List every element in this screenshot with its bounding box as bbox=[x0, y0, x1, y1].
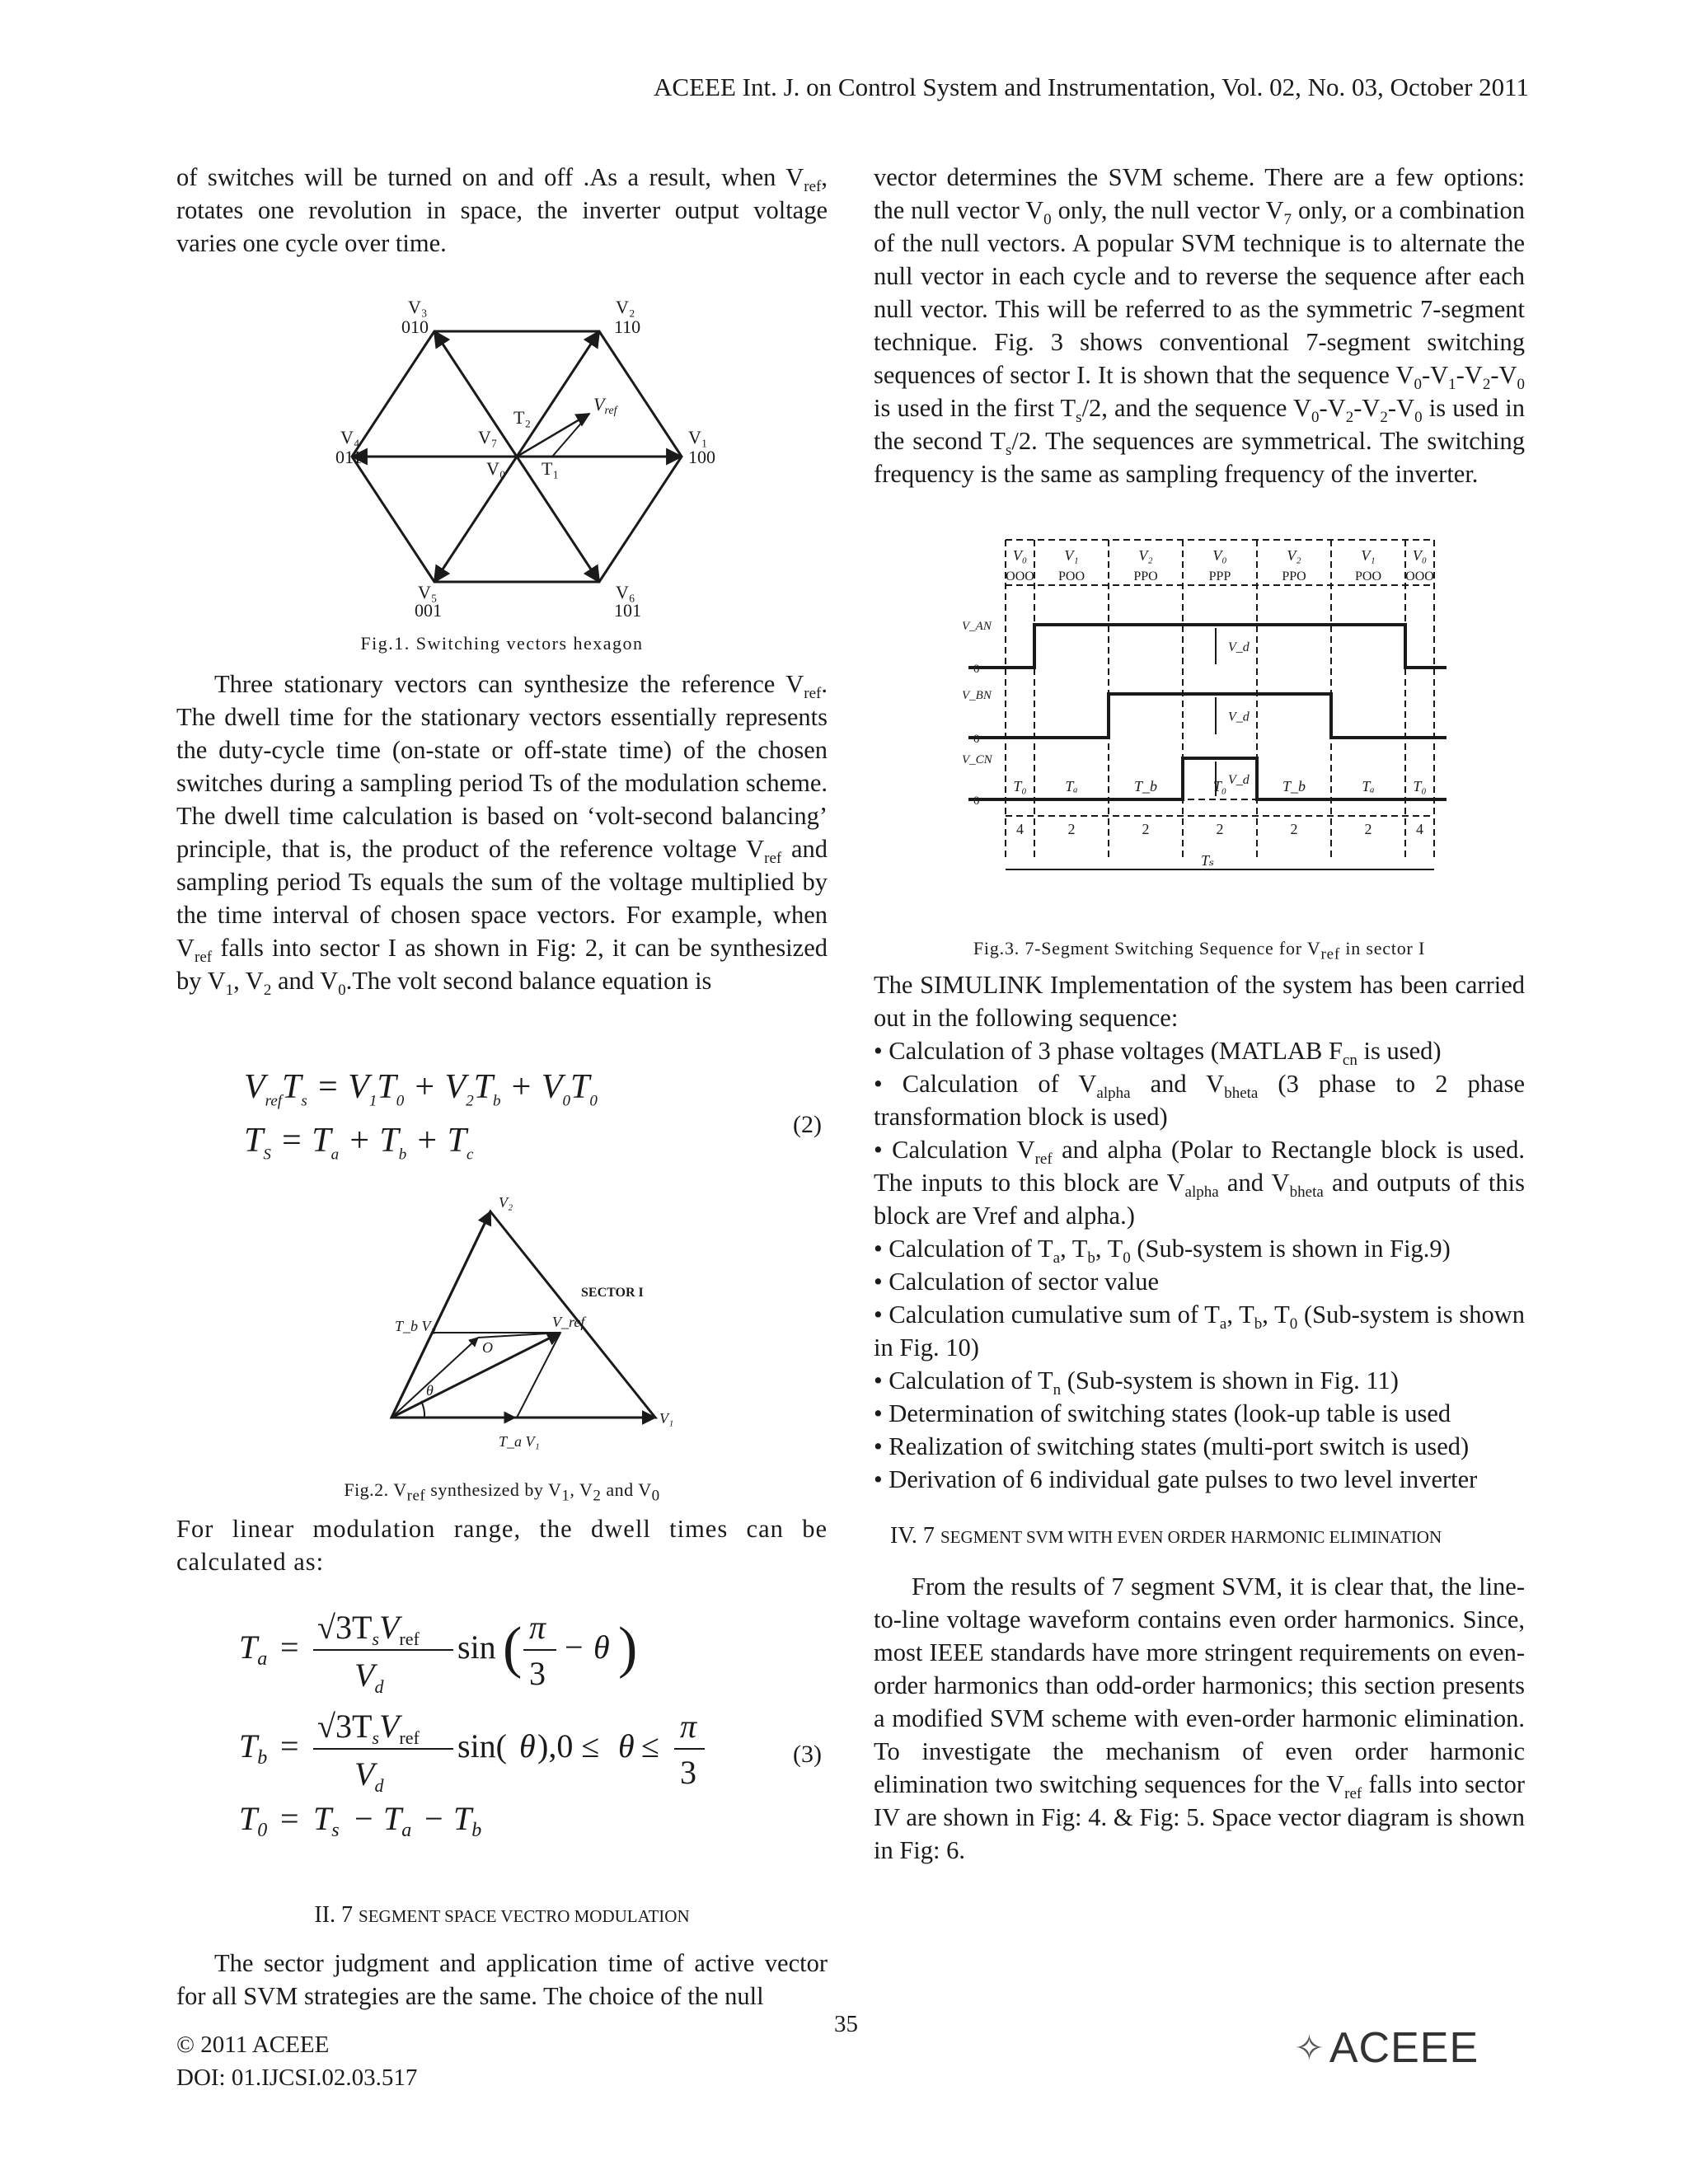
fig3-time-label: Tₐ bbox=[1065, 778, 1078, 794]
svg-text:θ: θ bbox=[593, 1629, 610, 1666]
svg-text:(: ( bbox=[503, 1616, 523, 1680]
fig3-caption: Fig.3. 7-Segment Switching Sequence for $V_{ref}$ in sector I bbox=[973, 938, 1426, 963]
bullet-item: • Calculation cumulative sum of $T_a$, $T_b$, $T_0$ (Sub-system is shown in Fig. 10) bbox=[874, 1301, 1525, 1361]
fig3-segment-label: V₀ bbox=[1012, 547, 1028, 564]
svg-text:−: − bbox=[565, 1629, 584, 1666]
fig3-phase-waveform bbox=[968, 694, 1447, 738]
fig3-vd-label: V_d bbox=[1228, 773, 1250, 787]
fig3-time-label: Tₐ bbox=[1362, 778, 1375, 794]
fig3-state-label: POO bbox=[1057, 569, 1085, 583]
equation-3-number: (3) bbox=[793, 1741, 822, 1768]
bullet-item: • Determination of switching states (look-up table is used bbox=[874, 1399, 1451, 1427]
bullet-item: • Realization of switching states (multi-port switch is used) bbox=[874, 1432, 1470, 1460]
svg-text:T_a V₁: T_a V₁ bbox=[499, 1433, 540, 1450]
fig3-zero-label: 0 bbox=[973, 733, 980, 746]
fig3-row-label: V_AN bbox=[962, 620, 992, 633]
fig3-phase-waveform bbox=[968, 758, 1447, 799]
footer-doi: DOI: 01.IJCSI.02.03.517 bbox=[176, 2064, 418, 2091]
svg-text:=: = bbox=[280, 1629, 299, 1666]
fig3-row-label: V_CN bbox=[962, 753, 992, 766]
fig3-divisor-label: 4 bbox=[1016, 821, 1024, 837]
svg-text:100: 100 bbox=[688, 447, 715, 467]
bullet-item: • Calculation $V_{ref}$ and alpha (Polar to Rectangle block is used. The inputs to this block are $V_{alpha}$ and $V_{bheta}$ and outputs of this block are Vref and alpha.) bbox=[874, 1136, 1526, 1230]
svg-text:sin: sin bbox=[457, 1629, 496, 1666]
svg-text:3: 3 bbox=[529, 1655, 546, 1692]
fig3-zero-label: 0 bbox=[973, 794, 980, 808]
svg-text:101: 101 bbox=[614, 600, 641, 618]
svg-text:Ta: $T_a$ bbox=[383, 1800, 412, 1841]
fig3-divisor-label: 2 bbox=[1290, 821, 1298, 837]
svg-text:011: 011 bbox=[335, 447, 363, 467]
fig3-state-label: PPO bbox=[1133, 569, 1158, 583]
fig3-state-label: POO bbox=[1354, 569, 1382, 583]
equation-2-number: (2) bbox=[793, 1111, 822, 1138]
fig2-caption: Fig.2. $V_{ref}$ synthesized by $V_1$, $V_2$ and $V_0$ bbox=[344, 1479, 660, 1505]
svg-text:Vd: $V_d$ bbox=[354, 1657, 384, 1697]
fig3-segment-label: V₂ bbox=[1138, 547, 1153, 564]
running-header: ACEEE Int. J. on Control System and Instrumentation, Vol. 02, No. 03, October 2011 bbox=[654, 73, 1529, 101]
fig3-time-label: T₀ bbox=[1413, 778, 1427, 794]
fig3-state-label: OOO bbox=[1405, 569, 1434, 583]
fig3-state-label: OOO bbox=[1006, 569, 1034, 583]
fig3-divisor-label: 2 bbox=[1364, 821, 1372, 837]
fig3-divisor-label: 2 bbox=[1142, 821, 1150, 837]
svg-text:V₄: V₄ bbox=[340, 427, 360, 448]
fig2-sector-triangle-diagram bbox=[383, 1191, 680, 1471]
svg-text:SECTOR I: SECTOR I bbox=[581, 1286, 644, 1300]
svg-text:O: O bbox=[482, 1339, 493, 1356]
svg-text:Ts: $T_s$ bbox=[313, 1800, 340, 1841]
svg-text:sin(: sin( bbox=[457, 1727, 507, 1765]
fig3-zero-label: 0 bbox=[973, 663, 980, 676]
fig3-state-label: PPO bbox=[1282, 569, 1306, 583]
svg-text:V₇: V₇ bbox=[478, 427, 498, 448]
fig3-vd-label: V_d bbox=[1228, 640, 1250, 654]
fig3-segment-label: V₀ bbox=[1412, 547, 1428, 564]
svg-text:√3TsVref: $√3T_sV_{ref}$ bbox=[317, 1609, 420, 1649]
svg-text:=: = bbox=[280, 1800, 299, 1837]
right-para-1: vector determines the SVM scheme. There are a few options: the null vector $V_0$ only, the null vector $V_7$ only, or a combination of the null vectors. A popular SVM technique is to alternate the null vector in each cycle and to reverse the sequence after each null vector. This will be referred to as the symmetric 7-segment technique. Fig. 3 shows conventional 7-segment switching sequences of sector I. It is shown that the sequence $V_0-V_1-V_2-V_0$ is used in the first $T_s/2$, and the sequence $V_0-V_2-V_2-V_0$ is used in the second $T_s/2$. The sequences are symmetrical. The switching frequency is the same as sampling frequency of the inverter. bbox=[874, 163, 1525, 488]
fig3-divisor-label: 2 bbox=[1216, 821, 1224, 837]
fig1-hexagon-diagram bbox=[326, 288, 721, 618]
svg-text:π: π bbox=[529, 1609, 546, 1646]
right-bullet-list bbox=[874, 1034, 1525, 1496]
section-heading-4: IV. 7 SEGMENT SVM WITH EVEN ORDER HARMONIC ELIMINATION bbox=[890, 1523, 1442, 1549]
svg-text:θ: θ bbox=[426, 1382, 434, 1399]
svg-text:√3TsVref: $√3T_sV_{ref}$ bbox=[317, 1708, 420, 1748]
svg-text:T_b V₂: T_b V₂ bbox=[395, 1318, 436, 1334]
footer-copyright: © 2011 ACEEE bbox=[176, 2032, 330, 2058]
bullet-item: • Calculation of $T_n$ (Sub-system is shown in Fig. 11) bbox=[874, 1366, 1399, 1399]
bullet-item: • Calculation of 3 phase voltages (MATLAB $F_{cn}$ is used) bbox=[874, 1037, 1442, 1070]
svg-text:Vd: $V_d$ bbox=[354, 1755, 384, 1796]
svg-text:V₆: V₆ bbox=[616, 582, 635, 602]
aceee-logo: ✧ ACEEE bbox=[1294, 2024, 1479, 2072]
fig3-phase-waveform bbox=[968, 625, 1447, 668]
section-heading-2: II. 7 SEGMENT SPACE VECTRO MODULATION bbox=[314, 1902, 690, 1928]
svg-text:001: 001 bbox=[415, 600, 442, 618]
fig3-segment-label: V₁ bbox=[1064, 547, 1079, 564]
bullet-item: • Calculation of $V_{alpha}$ and $V_{bheta}$ (3 phase to 2 phase transformation block is used) bbox=[874, 1070, 1525, 1131]
svg-text:3: 3 bbox=[680, 1754, 696, 1791]
svg-text:−: − bbox=[354, 1800, 373, 1837]
fig3-time-label: T₀ bbox=[1013, 778, 1027, 794]
svg-text:V₃: V₃ bbox=[408, 297, 428, 317]
fig3-time-label: T_b bbox=[1133, 778, 1158, 794]
svg-text:Ta: $T_a$ bbox=[239, 1629, 268, 1670]
left-para-1: of switches will be turned on and off .As a result, when $V_{ref}$, rotates one revolution in space, the inverter output voltage varies one cycle over time. bbox=[176, 163, 828, 257]
svg-text:Vref: Vref bbox=[593, 394, 617, 417]
page-number: 35 bbox=[834, 2011, 858, 2037]
fig3-segment-label: V₀ bbox=[1212, 547, 1227, 564]
bullet-item: • Derivation of 6 individual gate pulses to two level inverter bbox=[874, 1465, 1478, 1493]
equation-2-line-1: $V_{ref}T_s = V_1T_0 + V_2T_b + V_0T_0$ bbox=[244, 1068, 598, 1110]
svg-text:V₂: V₂ bbox=[616, 297, 635, 317]
svg-text:110: 110 bbox=[614, 316, 641, 337]
fig3-divisor-label: 2 bbox=[1067, 821, 1076, 837]
left-para-2: Three stationary vectors can synthesize the reference $V_{ref}$. The dwell time for the stationary vectors essentially represents the duty-cycle time (on-state or off-state time) of the chosen switches during a sampling period Ts of the modulation scheme. The dwell time calculation is based on ‘volt-second balancing’ principle, that is, the product of the reference voltage $V_{ref}$ and sampling period Ts equals the sum of the voltage multiplied by the time interval of chosen space vectors. For example, when $V_{ref}$ falls into sector I as shown in Fig: 2, it can be synthesized by $V_1$, $V_2$ and $V_0.The$ volt second balance equation is bbox=[176, 670, 828, 1000]
svg-text:θ: θ bbox=[618, 1727, 635, 1765]
right-para-2: The SIMULINK Implementation of the system has been carried out in the following sequence: bbox=[874, 971, 1525, 1032]
svg-text:010: 010 bbox=[401, 316, 429, 337]
svg-text:−: − bbox=[424, 1800, 443, 1837]
svg-text:Tb: $T_b$ bbox=[239, 1727, 268, 1769]
svg-text:V₅: V₅ bbox=[418, 582, 438, 602]
equation-2-line-2: $T_S = T_a + T_b + T_c$ bbox=[244, 1122, 474, 1164]
svg-text:π: π bbox=[680, 1708, 697, 1745]
svg-text:=: = bbox=[280, 1727, 299, 1765]
fig3-time-label: T_b bbox=[1282, 778, 1306, 794]
equation-3-dwell-times bbox=[231, 1607, 824, 1854]
fig3-time-label: T₀ bbox=[1212, 778, 1227, 794]
fig3-switching-sequence-diagram bbox=[960, 536, 1455, 915]
fig3-segment-label: V₂ bbox=[1287, 547, 1301, 564]
svg-text:V₁: V₁ bbox=[688, 427, 708, 448]
bullet-item: • Calculation of sector value bbox=[874, 1268, 1160, 1296]
fig3-ts-label: Tₛ bbox=[1200, 852, 1215, 869]
fig3-vd-label: V_d bbox=[1228, 710, 1250, 724]
fig3-segment-label: V₁ bbox=[1361, 547, 1376, 564]
right-para-3: From the results of 7 segment SVM, it is clear that, the line-to-line voltage waveform contains even order harmonics. Since, most IEEE standards have more stringent requirements on even-order harmonics than odd-order harmonics; this section presents a modified SVM scheme with even-order harmonic elimination. To investigate the mechanism of even order harmonic elimination two switching sequences for the $V_{ref}$ falls into sector IV are shown in Fig: 4. & Fig: 5. Space vector diagram is shown in Fig: 6. bbox=[874, 1572, 1525, 1864]
bullet-item: • Calculation of $T_a$, $T_b$, $T_0$ (Sub-system is shown in Fig.9) bbox=[874, 1235, 1451, 1268]
svg-text:≤: ≤ bbox=[641, 1727, 659, 1765]
star-icon: ✧ bbox=[1294, 2027, 1325, 2069]
svg-text:θ: θ bbox=[519, 1727, 536, 1765]
svg-text:T₂: T₂ bbox=[513, 407, 532, 428]
svg-text:),0 ≤: ),0 ≤ bbox=[537, 1727, 600, 1765]
fig1-caption: Fig.1. Switching vectors hexagon bbox=[360, 633, 644, 654]
left-para-4: The sector judgment and application time of active vector for all SVM strategies are the same. The choice of the null bbox=[176, 1949, 828, 2010]
left-para-3: For linear modulation range, the dwell times can be calculated as: bbox=[176, 1515, 828, 1576]
svg-text:Tb: $T_b$ bbox=[453, 1800, 482, 1841]
svg-text:V₂: V₂ bbox=[499, 1194, 513, 1211]
svg-text:V_ref: V_ref bbox=[552, 1314, 585, 1330]
svg-text:T0: $T_0$ bbox=[239, 1800, 268, 1841]
svg-text:T₁: T₁ bbox=[542, 458, 560, 479]
fig3-row-label: V_BN bbox=[962, 689, 992, 702]
svg-text:V₀: V₀ bbox=[486, 458, 506, 479]
svg-text:): ) bbox=[618, 1616, 638, 1680]
svg-text:V₁: V₁ bbox=[659, 1410, 674, 1427]
fig3-state-label: PPP bbox=[1208, 569, 1231, 583]
fig3-divisor-label: 4 bbox=[1416, 821, 1423, 837]
